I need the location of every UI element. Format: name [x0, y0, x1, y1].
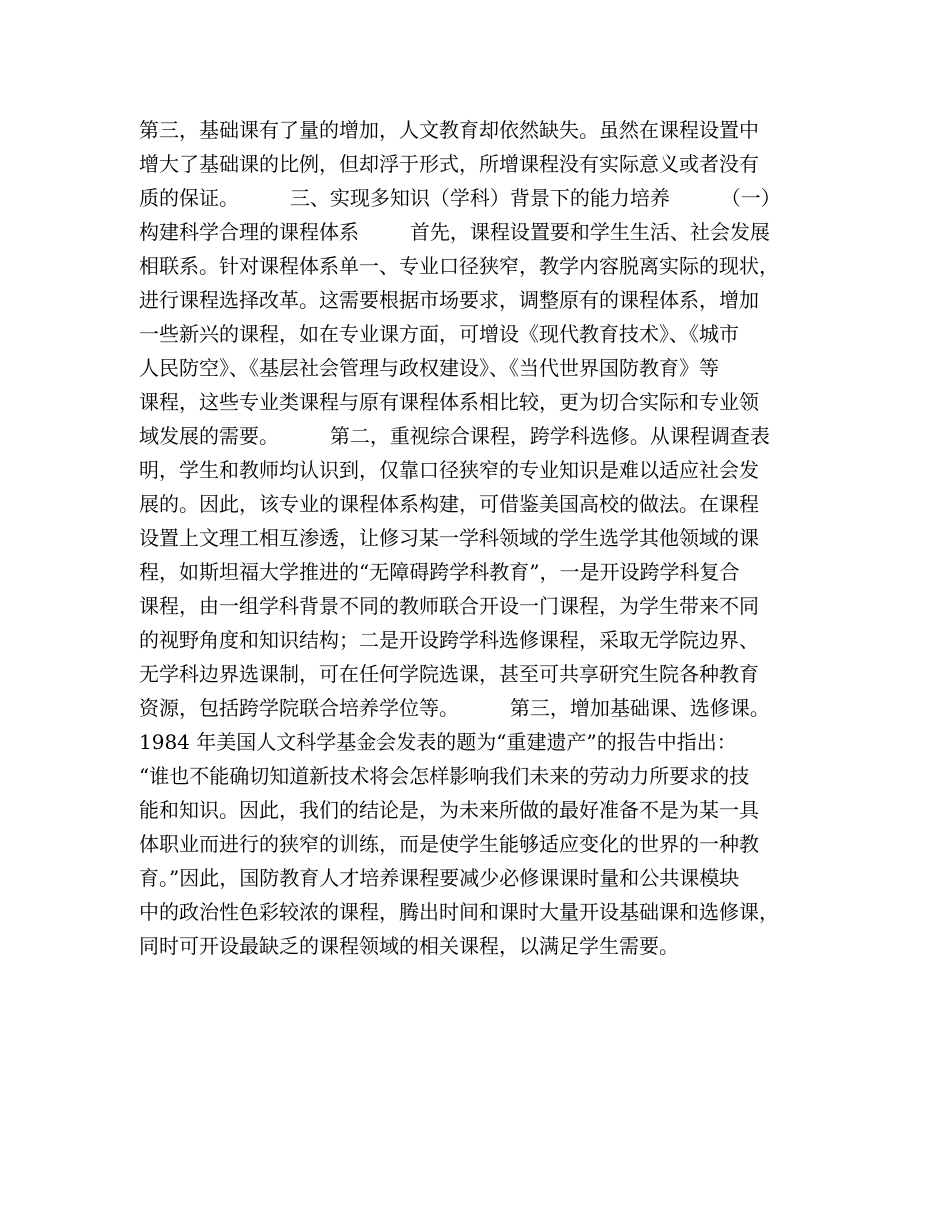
text-line: 育。”因此，国防教育人才培养课程要减少必修课课时量和公共课模块	[139, 866, 740, 890]
text-line: 质的保证。 三、实现多知识（学科）背景下的能力培养 （一）	[139, 186, 781, 210]
text-line: 课程，这些专业类课程与原有课程体系相比较，更为切合实际和专业领	[139, 390, 759, 414]
text-line: 体职业而进行的狭窄的训练，而是使学生能够适应变化的世界的一种教	[139, 832, 759, 856]
text-line: 课程，由一组学科背景不同的教师联合开设一门课程，为学生带来不同	[139, 594, 759, 618]
text-line: 中的政治性色彩较浓的课程，腾出时间和课时大量开设基础课和选修课，	[139, 900, 779, 924]
text-line: 能和知识。因此，我们的结论是，为未来所做的最好准备不是为某一具	[139, 798, 759, 822]
text-line: 同时可开设最缺乏的课程领域的相关课程，以满足学生需要。	[139, 934, 679, 958]
text-line: 资源，包括跨学院联合培养学位等。 第三，增加基础课、选修课。	[139, 696, 770, 720]
text-line: 展的。因此，该专业的课程体系构建，可借鉴美国高校的做法。在课程	[139, 492, 759, 516]
text-line: 增大了基础课的比例，但却浮于形式，所增课程没有实际意义或者没有	[139, 152, 759, 176]
text-line: “谁也不能确切知道新技术将会怎样影响我们未来的劳动力所要求的技	[139, 764, 750, 788]
body-text	[139, 113, 819, 963]
text-line: 构建科学合理的课程体系 首先，课程设置要和学生生活、社会发展	[139, 220, 770, 244]
text-line: 一些新兴的课程，如在专业课方面，可增设《现代教育技术》、《城市	[139, 322, 739, 346]
text-line: 进行课程选择改革。这需要根据市场要求，调整原有的课程体系，增加	[139, 288, 759, 312]
text-line: 设置上文理工相互渗透，让修习某一学科领域的学生选学其他领域的课	[139, 526, 759, 550]
text-line: 1984 年美国人文科学基金会发表的题为“重建遗产”的报告中指出：	[139, 730, 737, 754]
text-line: 第三，基础课有了量的增加，人文教育却依然缺失。虽然在课程设置中	[139, 118, 759, 142]
text-line: 的视野角度和知识结构；二是开设跨学科选修课程，采取无学院边界、	[139, 628, 759, 652]
text-line: 人民防空》、《基层社会管理与政权建设》、《当代世界国防教育》等	[139, 356, 719, 380]
text-line: 无学科边界选课制，可在任何学院选课，甚至可共享研究生院各种教育	[139, 662, 759, 686]
text-line: 程，如斯坦福大学推进的“无障碍跨学科教育”，一是开设跨学科复合	[139, 560, 740, 584]
text-line: 相联系。针对课程体系单一、专业口径狭窄，教学内容脱离实际的现状，	[139, 254, 779, 278]
text-line: 域发展的需要。 第二，重视综合课程，跨学科选修。从课程调查表	[139, 424, 770, 448]
text-line: 明，学生和教师均认识到，仅靠口径狭窄的专业知识是难以适应社会发	[139, 458, 759, 482]
